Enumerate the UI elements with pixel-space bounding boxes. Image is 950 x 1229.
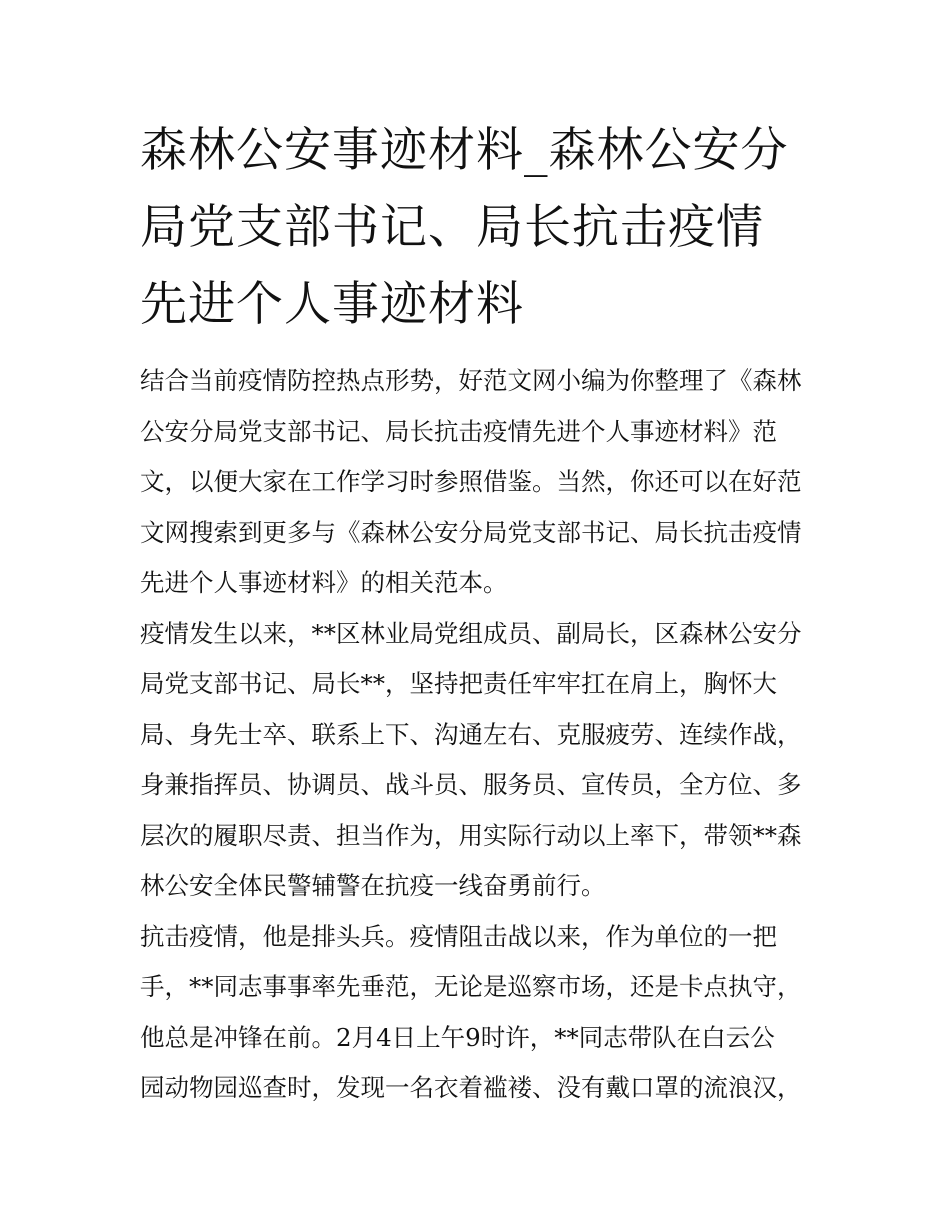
title-line: 森林公安事迹材料_森林公安分 (140, 123, 789, 178)
document-body (140, 356, 820, 1114)
text-line: 结合当前疫情防控热点形势，好范文网小编为你整理了《森林 (140, 366, 802, 395)
text-line: 抗击疫情，他是排头兵。疫情阻击战以来，作为单位的一把 (140, 921, 777, 951)
text-line: 林公安全体民警辅警在抗疫一线奋勇前行。 (140, 871, 606, 900)
paragraph-intro (140, 356, 820, 609)
text-line: 先进个人事迹材料》的相关范本。 (140, 568, 508, 597)
text-line: 疫情发生以来，**区林业局党组成员、副局长，区森林公安分 (140, 618, 802, 648)
text-line: 层次的履职尽责、担当作为，用实际行动以上率下，带领**森 (140, 820, 802, 850)
text-line: 手，**同志事事率先垂范，无论是巡察市场，还是卡点执守， (140, 972, 802, 1001)
text-line: 公安分局党支部书记、局长抗击疫情先进个人事迹材料》范 (140, 416, 777, 446)
paragraph-frontline (140, 912, 820, 1114)
text-line: 局党支部书记、局长**，坚持把责任牢牢扛在肩上，胸怀大 (140, 669, 777, 698)
title-line: 局党支部书记、局长抗击疫情 (140, 200, 764, 255)
text-line: 他总是冲锋在前。2月4日上午9时许，**同志带队在白云公 (140, 1022, 775, 1052)
paragraph-since-outbreak (140, 609, 820, 912)
text-line: 园动物园巡查时，发现一名衣着褴褛、没有戴口罩的流浪汉， (140, 1073, 802, 1102)
document-title (140, 112, 820, 343)
text-line: 局、身先士卒、联系上下、沟通左右、克服疲劳、连续作战， (140, 719, 802, 749)
text-line: 身兼指挥员、协调员、战斗员、服务员、宣传员，全方位、多 (140, 770, 802, 799)
text-line: 文网搜索到更多与《森林公安分局党支部书记、局长抗击疫情 (140, 517, 802, 547)
text-line: 文，以便大家在工作学习时参照借鉴。当然，你还可以在好范 (140, 467, 802, 496)
title-line: 先进个人事迹材料 (140, 277, 524, 332)
